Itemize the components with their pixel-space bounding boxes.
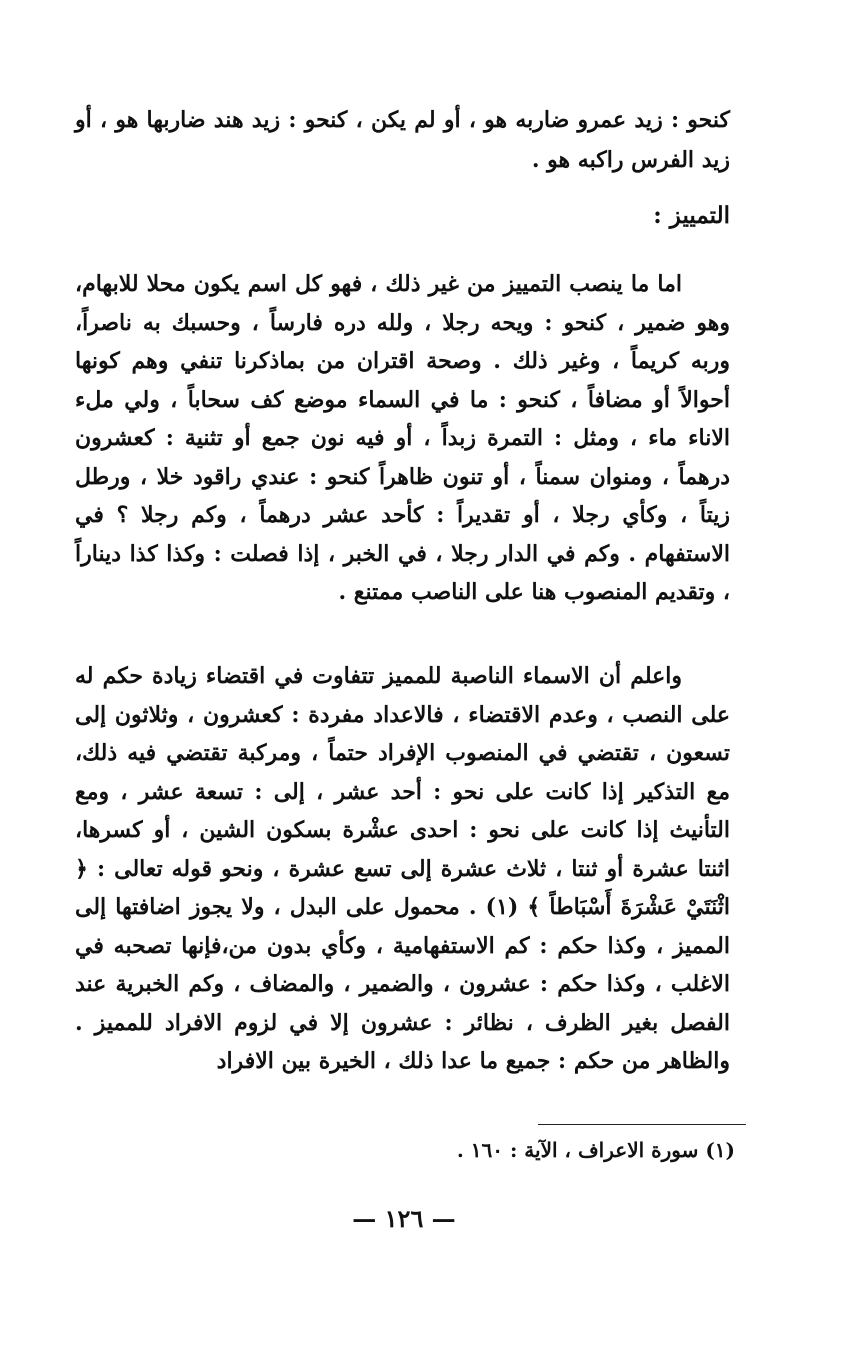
page-number: — ١٢٦ — <box>352 1204 456 1233</box>
footnote: (١) سورة الاعراف ، الآية : ١٦٠ . <box>456 1138 735 1162</box>
paragraph-continuation: كنحو : زيد عمرو ضاربه هو ، أو لم يكن ، كنحو : زيد هند ضاربها هو ، أو زيد الفرس راكبه هو . <box>75 107 730 173</box>
paragraph-numbers: واعلم أن الاسماء الناصبة للمميز تتفاوت في اقتضاء زيادة حكم له على النصب ، وعدم الاقتضاء ، فالاعداد مفردة : كعشرون ، وثلاثون إلى تسعون ، تقتضي في المنصوب الإفراد حتماً ، ومركبة تقتضي فيه ذلك، مع التذكير إذا كانت على نحو : أحد عشر ، إلى : تسعة عشر ، ومع التأنيث إذا كانت على نحو : احدى عشْرة بسكون الشين ، أو كسرها، اثنتا عشرة أو ثنتا ، ثلاث عشرة إلى تسع عشرة ، ونحو قوله تعالى : ﴿ اثْنَتَيْ عَشْرَةَ أَسْبَاطاً ﴾ (١) . محمول على البدل ، ولا يجوز اضافتها إلى المميز ، وكذا حكم : كم الاستفهامية ، وكأي بدون من،فإنها تصحبه في الاغلب ، وكذا حكم : عشرون ، والضمير ، والمضاف ، وكم الخبرية عند الفصل بغير الظرف ، نظائر : عشرون إلا في لزوم الافراد للمميز . والظاهر من حكم : جميع ما عدا ذلك ، الخيرة بين الافراد <box>75 663 730 1074</box>
footnote-divider <box>538 1124 746 1125</box>
paragraph-tamyiz: اما ما ينصب التمييز من غير ذلك ، فهو كل اسم يكون محلا للابهام، وهو ضمير ، كنحو : ويحه رجلا ، ولله دره فارساً ، وحسبك به ناصراً، وربه كريماً ، وغير ذلك . وصحة اقتران من بماذكرنا تنفي وهم كونها أحوالاً أو مضافاً ، كنحو : ما في السماء موضع كف سحاباً ، ولي ملء الاناء ماء ، ومثل : التمرة زبداً ، أو فيه نون جمع أو تثنية : كعشرون درهماً ، ومنوان سمناً ، أو تنون ظاهراً كنحو : عندي راقود خلا ، ورطل زيتاً ، وكأي رجلا ، أو تقديراً : كأحد عشر درهماً ، وكم رجلا ؟ في الاستفهام . وكم في الدار رجلا ، في الخبر ، إذا فصلت : وكذا كذا ديناراً ، وتقديم المنصوب هنا على الناصب ممتنع . <box>75 271 730 605</box>
section-heading: التمييز : <box>653 202 730 229</box>
